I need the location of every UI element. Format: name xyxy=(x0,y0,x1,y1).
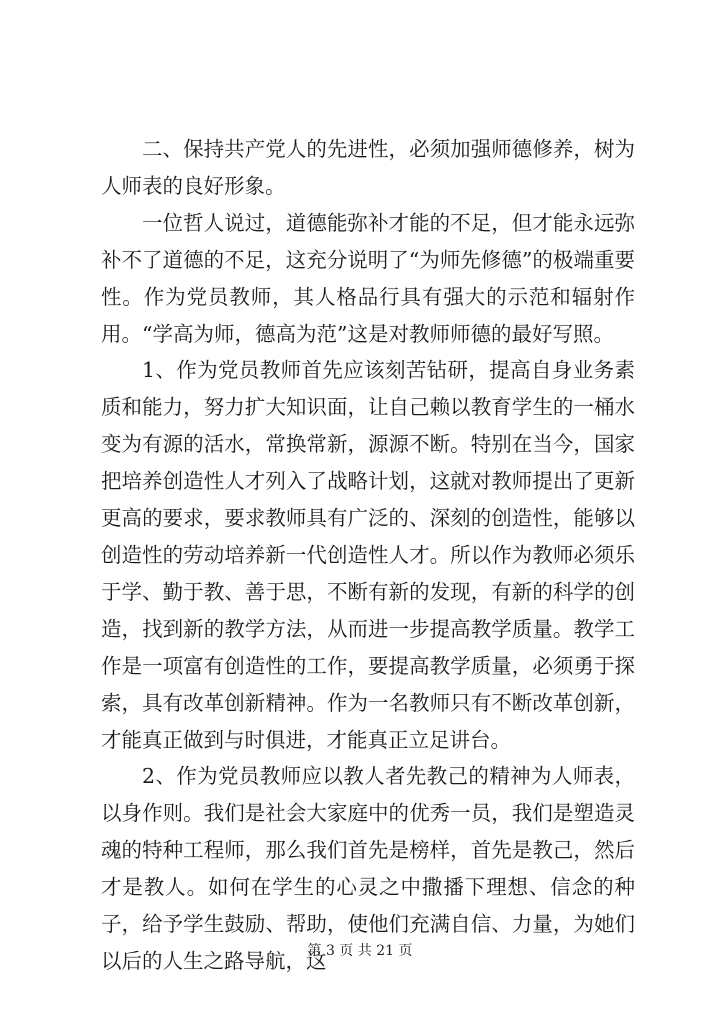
paragraph-section-heading: 二、保持共产党人的先进性，必须加强师德修养，树为人师表的良好形象。 xyxy=(101,137,635,198)
paragraph-point-2: 2、作为党员教师应以教人者先教己的精神为人师表，以身作则。我们是社会大家庭中的优秀一员，我们是塑造灵魂的特种工程师，那么我们首先是榜样，首先是教己，然后才是教人。如何在学生的心灵之中撒播下理想、信念的种子，给予学生鼓励、帮助，使他们充满自信、力量，为她们以后的人生之路导航，这 xyxy=(101,764,635,973)
paragraph-intro: 一位哲人说过，道德能弥补才能的不足，但才能永远弥补不了道德的不足，这充分说明了“为师先修德”的极端重要性。作为党员教师，其人格品行具有强大的示范和辐射作用。“学高为师，德高为范”这是对教师师德的最好写照。 xyxy=(101,210,635,346)
page-number-footer: 第 3 页 共 21 页 xyxy=(307,943,413,959)
document-body xyxy=(101,131,635,980)
paragraph-point-1: 1、作为党员教师首先应该刻苦钻研，提高自身业务素质和能力，努力扩大知识面，让自己赖以教育学生的一桶水变为有源的活水，常换常新，源源不断。特别在当今，国家把培养创造性人才列入了战略计划，这就对教师提出了更新更高的要求，要求教师具有广泛的、深刻的创造性，能够以创造性的劳动培养新一代创造性人才。所以作为教师必须乐于学、勤于教、善于思，不断有新的发现，有新的科学的创造，找到新的教学方法，从而进一步提高教学质量。教学工作是一项富有创造性的工作，要提高教学质量，必须勇于探索，具有改革创新精神。作为一名教师只有不断改革创新，才能真正做到与时俱进，才能真正立足讲台。 xyxy=(101,358,635,752)
